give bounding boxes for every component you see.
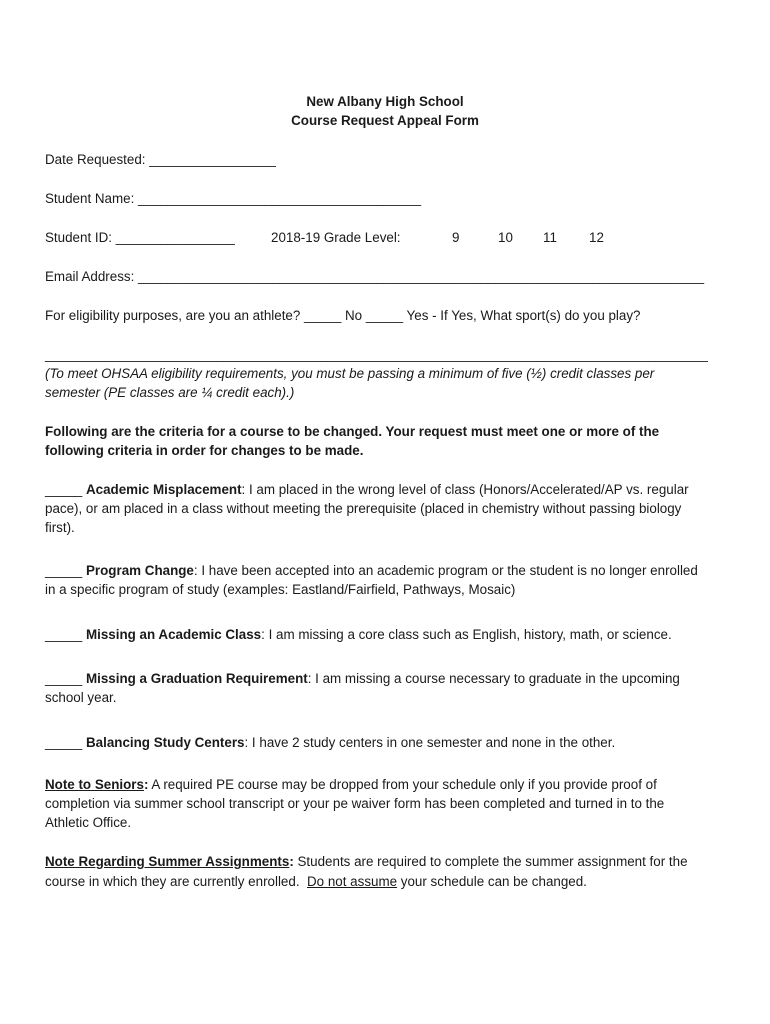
- criterion-title: Missing an Academic Class: [85, 627, 262, 642]
- note-seniors-line: Athletic Office.: [45, 815, 132, 830]
- criterion-text: : I am missing a core class such as English, history, math, or science.: [261, 627, 672, 642]
- criterion-text-line: school year.: [45, 690, 117, 705]
- note-seniors-line: completion via summer school transcript or your pe waiver form has been completed and turned in to the: [45, 796, 665, 811]
- note-seniors-colon: :: [143, 777, 149, 792]
- criterion-blank: _____: [45, 563, 83, 578]
- criterion-text: : I have 2 study centers in one semester and none in the other.: [244, 735, 616, 750]
- criterion-blank: _____: [45, 482, 83, 497]
- note-to-seniors: [45, 775, 657, 795]
- criteria-intro-line1: Following are the criteria for a course to be changed. Your request must meet one or more of the: [45, 424, 660, 439]
- email-field: Email Address: ____________________________________________________________________________: [45, 269, 705, 284]
- criterion-missing-academic-class: [45, 625, 672, 645]
- athlete-question: For eligibility purposes, are you an athlete? _____ No _____ Yes - If Yes, What sport(s) do you play?: [45, 308, 641, 323]
- ohsaa-note-line2: semester (PE classes are ¼ credit each).): [45, 385, 295, 400]
- school-name: New Albany High School: [306, 94, 464, 109]
- date-requested-field: Date Requested: _________________: [45, 152, 276, 167]
- form-title: Course Request Appeal Form: [291, 113, 479, 128]
- ohsaa-note-line1: (To meet OHSAA eligibility requirements, you must be passing a minimum of five (½) credit classes per: [45, 366, 655, 381]
- criterion-text: : I have been accepted into an academic program or the student is no longer enrolled: [193, 563, 698, 578]
- criterion-text-line: pace), or am placed in a class without meeting the prerequisite (placed in chemistry without passing biology: [45, 501, 682, 516]
- criterion-balancing-study-centers: [45, 733, 615, 753]
- grade-option-11: 11: [543, 230, 557, 245]
- note-summer-text: your schedule can be changed.: [397, 874, 587, 889]
- do-not-assume-text: Do not assume: [307, 874, 398, 889]
- note-summer-colon: :: [289, 854, 294, 869]
- grade-option-12: 12: [589, 230, 604, 245]
- criterion-text-line: in a specific program of study (examples: Eastland/Fairfield, Pathways, Mosaic): [45, 582, 516, 597]
- criterion-missing-graduation-requirement: [45, 669, 680, 689]
- criterion-title: Academic Misplacement: [85, 482, 242, 497]
- criterion-blank: _____: [45, 627, 83, 642]
- note-seniors-label: Note to Seniors: [45, 777, 144, 792]
- grade-level-label: 2018-19 Grade Level:: [271, 230, 401, 245]
- student-id-field: Student ID: ________________: [45, 230, 235, 245]
- grade-option-10: 10: [498, 230, 513, 245]
- criteria-intro-line2: following criteria in order for changes to be made.: [45, 443, 364, 458]
- note-summer-assignments: [45, 852, 688, 872]
- note-summer-text: Students are required to complete the summer assignment for the: [293, 854, 688, 869]
- criterion-blank: _____: [45, 671, 83, 686]
- note-summer-label: Note Regarding Summer Assignments: [45, 854, 290, 869]
- student-name-field: Student Name: ______________________________________: [45, 191, 422, 206]
- criterion-title: Balancing Study Centers: [85, 735, 245, 750]
- criterion-text: : I am placed in the wrong level of class (Honors/Accelerated/AP vs. regular: [241, 482, 689, 497]
- criterion-academic-misplacement: [45, 480, 689, 500]
- criterion-text: : I am missing a course necessary to graduate in the upcoming: [307, 671, 680, 686]
- criterion-title: Program Change: [85, 563, 194, 578]
- note-summer-line2: [45, 872, 587, 892]
- criterion-program-change: [45, 561, 698, 581]
- criterion-title: Missing a Graduation Requirement: [85, 671, 308, 686]
- sport-blank-line: _________________________________________________________________________________________: [45, 347, 708, 362]
- grade-option-9: 9: [452, 230, 460, 245]
- criterion-blank: _____: [45, 735, 83, 750]
- note-summer-text: course in which they are currently enrolled.: [45, 874, 307, 889]
- criterion-text-line: first).: [45, 520, 75, 535]
- note-seniors-text: A required PE course may be dropped from your schedule only if you provide proof of: [148, 777, 657, 792]
